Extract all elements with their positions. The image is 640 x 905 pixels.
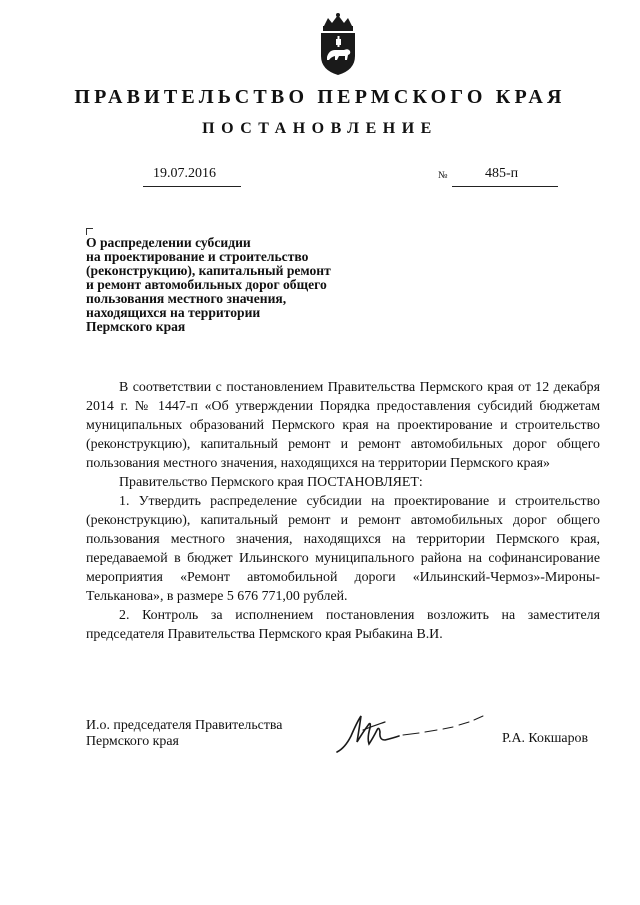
subject-line: находящихся на территории — [86, 305, 261, 320]
subject-line: и ремонт автомобильных дорог общего — [86, 277, 327, 292]
document-date-field — [143, 166, 241, 187]
subject-line: на проектирование и строительство — [86, 249, 309, 264]
signatory-position-line: Пермского края — [86, 734, 179, 749]
number-sign: № — [438, 170, 448, 181]
coat-of-arms-icon — [318, 12, 358, 76]
subject-line: (реконструкцию), капитальный ремонт — [86, 263, 331, 278]
document-number-field — [452, 166, 558, 187]
subject-corner-mark — [86, 228, 93, 235]
signatory-name: Р.А. Кокшаров — [502, 731, 589, 746]
document-number: 485-п — [485, 166, 519, 181]
signatory-position — [86, 718, 282, 750]
subject-line: О распределении субсидии — [86, 235, 251, 250]
clause-2-paragraph: 2. Контроль за исполнением постановления возложить на заместителя председателя Правительства Пермского края Рыбакина В.И. — [86, 608, 600, 642]
government-title: ПРАВИТЕЛЬСТВО ПЕРМСКОГО КРАЯ — [74, 86, 566, 108]
clause-1-paragraph: 1. Утвердить распределение субсидии на проектирование и строительство (реконструкцию), капитальный ремонт и ремонт автомобильных дорог общего пользования местного значения, находящихся на территории Пермского края, передаваемой в бюджет Ильинского муниципального района на софинансирование мероприятия «Ремонт автомобильной дороги «Ильинский-Чермоз»-Мироны-Тельканова», в размере 5 676 771,00 рублей. — [86, 494, 600, 604]
document-subject — [86, 236, 376, 334]
document-date: 19.07.2016 — [153, 166, 216, 181]
signatory-position-line: И.о. председателя Правительства — [86, 718, 283, 733]
resolves-paragraph: Правительство Пермского края ПОСТАНОВЛЯЕТ: — [119, 475, 423, 490]
document-type: ПОСТАНОВЛЕНИЕ — [202, 120, 438, 137]
handwritten-signature-icon — [333, 708, 493, 758]
preamble-paragraph: В соответствии с постановлением Правительства Пермского края от 12 декабря 2014 г. № 1447-п «Об утверждении Порядка предоставления субсидий бюджетам муниципальных образований Пермского края на проектирование и строительство (реконструкцию), капитальный ремонт и ремонт автомобильных дорог общего пользования местного значения, находящихся на территории Пермского края» — [86, 380, 600, 471]
subject-line: Пермского края — [86, 319, 186, 334]
document-body — [86, 378, 600, 644]
subject-line: пользования местного значения, — [86, 291, 287, 306]
